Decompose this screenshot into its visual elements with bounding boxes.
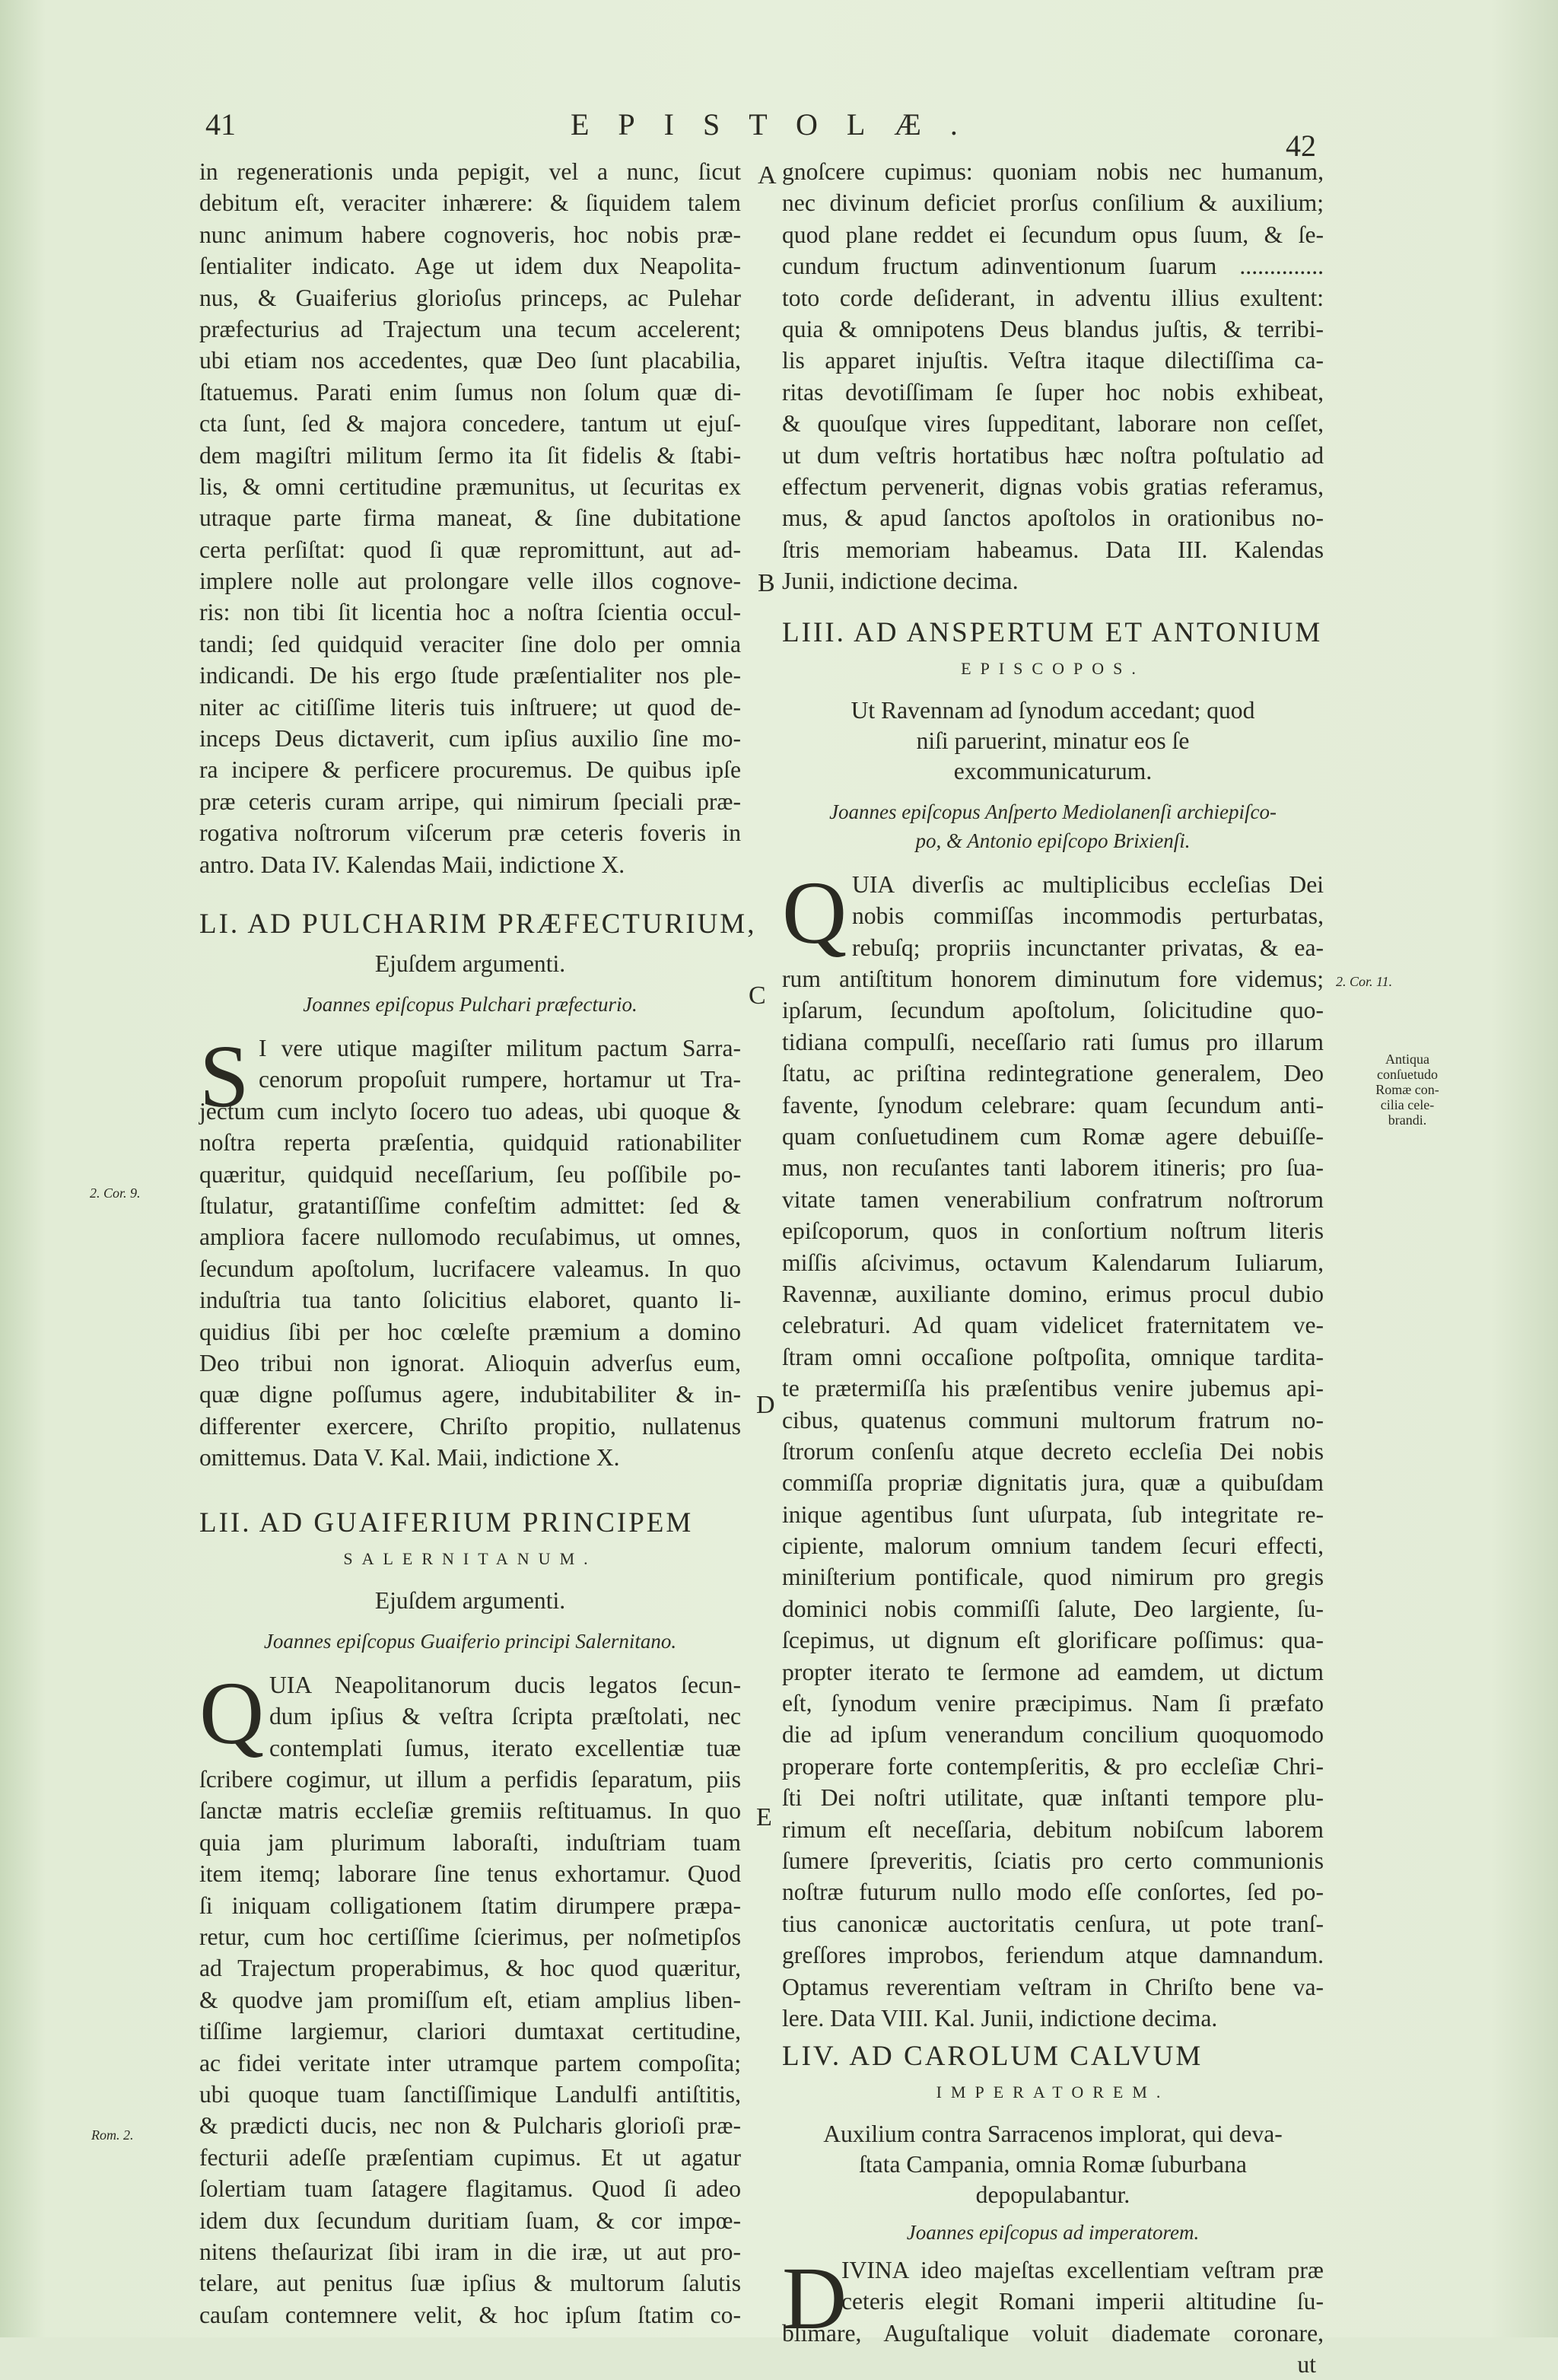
text-line: ſi iniquam colligationem ſtatim dirumpere præpa- xyxy=(199,1892,741,1919)
letter-53-salutation: Joannes epiſcopus Anſperto Mediolanenſi archiepiſco- po, & Antonio epiſcopo Brixienſi. xyxy=(829,800,1277,852)
text-line: ſcepimus, ut dignum eſt glorificare poſſimus: qua- xyxy=(782,1627,1324,1654)
text-line: Optamus reverentiam veſtram in Chriſto bene va- xyxy=(782,1973,1324,2000)
text-line: blimare, Auguſtalique voluit diademate coronare, xyxy=(782,2319,1324,2347)
text-line: nobis commiſſas incommodis perturbatas, xyxy=(852,902,1324,930)
text-line: ac fidei veritate inter utramque partem compoſita; xyxy=(199,2049,741,2076)
dropcap-q: Q xyxy=(199,1662,265,1763)
dropcap-s: S xyxy=(199,1026,250,1126)
text-line: IVINA ideo majeſtas excellentiam veſtram præ xyxy=(841,2256,1324,2283)
text-line: te prætermiſſa his præſentibus venire jubemus api- xyxy=(782,1375,1324,1402)
text-line: Deo tribui non ignorat. Alioquin adverſus eum, xyxy=(199,1349,741,1376)
letter-53-heading: LIII. AD ANSPERTUM ET ANTONIUM xyxy=(782,617,1323,649)
text-line: tandi; ſed quidquid veraciter ſine dolo per omnia xyxy=(199,630,741,657)
text-line: ſecundum apoſtolum, lucrifacere valeamus. In quo xyxy=(199,1255,741,1282)
text-line: ra incipere & perficere procuremus. De quibus ipſe xyxy=(199,756,741,784)
text-line: inceps Deus dictaverit, cum ipſius auxilio ſine mo- xyxy=(199,725,741,752)
text-line: I vere utique magiſter militum pactum Sarra- xyxy=(259,1034,741,1061)
text-line: celebraturi. Ad quam videlicet fraternitatem ve- xyxy=(782,1312,1324,1339)
running-title: EPISTOLÆ. xyxy=(571,107,987,142)
text-line: item itemq; laborare ſine tenus exhortamur. Quod xyxy=(199,1860,741,1888)
text-line: implere nolle aut prolongare velle illos cognove- xyxy=(199,568,741,595)
letter-53-body xyxy=(782,862,1324,2034)
text-line: certa perſiſtat: quod ſi quæ repromittunt, aut ad- xyxy=(199,536,741,563)
text-line: ſtram omni occaſione poſtpoſita, omnique tardita- xyxy=(782,1343,1324,1370)
text-line: ſtatuemus. Parati enim ſumus non ſolum quæ di- xyxy=(199,378,741,406)
left-column xyxy=(199,156,757,2331)
letter-54-salutation: Joannes epiſcopus ad imperatorem. xyxy=(906,2220,1200,2244)
text-line: dem magiſtri militum ſermo ita ſit fidelis & ſtabi- xyxy=(199,441,741,469)
text-line: rebuſq; propriis incunctanter privatas, & ea- xyxy=(852,934,1324,961)
text-line: mus, non recuſantes tanti laborem itineris; pro ſua- xyxy=(782,1154,1324,1182)
text-line: nus, & Guaiferius glorioſus princeps, ac Pulehar xyxy=(199,284,741,311)
text-line: idem dux ſecundum duritiam ſuam, & cor impœ- xyxy=(199,2207,741,2234)
letter-51-salutation: Joannes epiſcopus Pulchari præfecturio. xyxy=(303,992,638,1016)
text-line: lis, & omni certitudine præmunitus, ut ſecuritas ex xyxy=(199,473,741,500)
text-line: niter ac citiſſime literis tuis inſtruere; ut quod de- xyxy=(199,693,741,721)
text-line: quia jam plurimum laboraſti, induſtriam tuam xyxy=(199,1828,741,1856)
text-line: dominici nobis commiſſi ſalute, Deo largiente, ſu- xyxy=(782,1595,1324,1622)
text-line: rum antiſtitum honorem diminutum fore videmus; xyxy=(782,966,1324,993)
text-line: Junii, indictione decima. xyxy=(782,568,1019,595)
text-line: rogativa noſtrorum viſcerum præ ceteris foveris in xyxy=(199,819,741,847)
text-line: ris: non tibi ſit licentia hoc a noſtra ſcientia occul- xyxy=(199,599,741,626)
text-line: miniſterium pontificale, quod nimirum pro gregis xyxy=(782,1564,1324,1591)
text-line: præ ceteris curam arripe, qui nimirum ſpeciali præ- xyxy=(199,788,741,815)
text-line: toto corde deſiderant, in adventu illius exultent: xyxy=(782,284,1324,311)
text-line: & quouſque vires ſuppeditant, laborare non ceſſet, xyxy=(782,410,1324,438)
text-line: cibus, quatenus communi multorum fratrum no- xyxy=(782,1406,1324,1433)
right-column xyxy=(782,156,1324,2376)
margin-side-note: Antiqua conſuetudo Romæ con- cilia cele- brandi. xyxy=(1375,1052,1439,1128)
text-line: UIA diverſis ac multiplicibus eccleſias Dei xyxy=(852,870,1324,898)
left-intro-text xyxy=(199,156,741,880)
letter-52-heading: LII. AD GUAIFERIUM PRINCIPEM xyxy=(199,1507,694,1539)
section-letter-a: A xyxy=(758,161,777,189)
text-line: noſtræ futurum nullo modo eſſe conſortes, ſed po- xyxy=(782,1879,1324,1906)
page-number-left: 41 xyxy=(205,107,236,142)
text-line: vitate tamen venerabilium confratrum noſtrorum xyxy=(782,1185,1324,1213)
text-line: ipſarum, ſecundum apoſtolum, ſolicitudine quo- xyxy=(782,997,1324,1024)
letter-52-argument: Ejuſdem argumenti. xyxy=(374,1586,566,1614)
text-line: in regenerationis unda pepigit, vel a nunc, ſicut xyxy=(199,158,741,185)
letter-51-body xyxy=(199,1026,741,1473)
text-line: cenorum propoſuit rumpere, hortamur ut Tra- xyxy=(259,1066,741,1093)
text-line: quæ digne poſſumus agere, indubitabiliter & in- xyxy=(199,1381,741,1408)
text-line: epiſcoporum, quos in conſortium noſtrum literis xyxy=(782,1217,1324,1245)
text-line: ſtrorum conſenſu atque decreto eccleſia Dei nobis xyxy=(782,1437,1324,1465)
text-line: noſtra reperta præſentia, quidquid rationabiliter xyxy=(199,1129,741,1157)
dropcap-d: D xyxy=(782,2248,847,2348)
text-line: quidius ſibi per hoc cœleſte præmium a domino xyxy=(199,1318,741,1345)
text-line: propter iterato te ſermone ad eamdem, ut dictum xyxy=(782,1658,1324,1685)
text-line: & prædicti ducis, nec non & Pulcharis glorioſi præ- xyxy=(199,2112,741,2140)
text-line: favente, ſynodum celebrare: quam ſecundum anti- xyxy=(782,1091,1324,1118)
text-line: rimum eſt neceſſaria, debitum nobiſcum laborem xyxy=(782,1815,1324,1843)
margin-note-2cor9: 2. Cor. 9. xyxy=(90,1185,141,1201)
text-line: nec divinum deficiet prorſus conſilium & auxilium; xyxy=(782,189,1324,217)
page-number-right: 42 xyxy=(1286,129,1316,163)
text-line: quod plane reddet ei ſecundum opus ſuum, & ſe- xyxy=(782,221,1324,248)
section-letter-d: D xyxy=(756,1391,775,1419)
page-header xyxy=(205,107,1316,163)
text-line: ceteris elegit Romani imperii altitudine ſu- xyxy=(841,2288,1324,2315)
text-line: ſtris memoriam habeamus. Data III. Kalendas xyxy=(782,536,1324,563)
text-line: ſti Dei noſtri utilitate, quæ inſtanti tempore plu- xyxy=(782,1784,1324,1812)
text-line: antro. Data IV. Kalendas Maii, indictione X. xyxy=(199,851,625,878)
section-letter-b: B xyxy=(758,569,775,597)
text-line: quam conſuetudinem cum Romæ agere debuiſſe- xyxy=(782,1123,1324,1150)
text-line: nitens theſaurizat ſibi iram in die iræ, ut aut pro- xyxy=(199,2238,741,2265)
text-line: omittemus. Data V. Kal. Maii, indictione X. xyxy=(199,1444,620,1472)
text-line: & quodve jam promiſſum eſt, etiam amplius liben- xyxy=(199,1986,741,2013)
text-line: ſtatu, ac priſtina redintegratione generalem, Deo xyxy=(782,1060,1324,1087)
text-line: ſolertiam tuam ſatagere flagitamus. Quod ſi adeo xyxy=(199,2175,741,2203)
text-line: ſcribere cogimur, ut illum a perfidis ſeparatum, piis xyxy=(199,1766,741,1793)
text-line: præfecturius ad Trajectum una tecum accelerent; xyxy=(199,315,741,342)
text-line: eſt, ſynodum venire præcipimus. Nam ſi præfato xyxy=(782,1690,1324,1717)
text-line: effectum pervenerit, dignas vobis gratias referamus, xyxy=(782,473,1324,500)
text-line: commiſſa propriæ dignitatis jura, quæ a quibuſdam xyxy=(782,1469,1324,1497)
text-line: tidiana compulſi, neceſſario rati ſumus pro illarum xyxy=(782,1028,1324,1055)
text-line: ſtulatur, gratantiſſime confeſtim admittet: ſed & xyxy=(199,1192,741,1219)
letter-51-argument: Ejuſdem argumenti. xyxy=(374,950,566,977)
text-line: Ravennæ, auxiliante domino, erimus procul dubio xyxy=(782,1280,1324,1307)
text-line: ubi etiam nos accedentes, quæ Deo ſunt placabilia, xyxy=(199,347,741,374)
letter-52-body xyxy=(199,1662,741,2331)
letter-54-heading: LIV. AD CAROLUM CALVUM xyxy=(782,2041,1203,2073)
text-line: ubi quoque tuam ſanctiſſimique Landulfi antiſtitis, xyxy=(199,2080,741,2108)
text-line: cundum fructum adinventionum ſuarum .............. xyxy=(782,253,1324,280)
text-line: indicandi. De his ergo ſtude præſentialiter nos ple- xyxy=(199,662,741,689)
letter-51-heading: LI. AD PULCHARIM PRÆFECTURIUM, xyxy=(199,908,757,940)
text-line: ut dum veſtris hortatibus hæc noſtra poſtulatio ad xyxy=(782,441,1324,469)
text-line: ſentialiter indicato. Age ut idem dux Neapolita- xyxy=(199,253,741,280)
text-line: ritas devotiſſimam ſe ſuper hoc nobis exhibeat, xyxy=(782,378,1324,406)
text-line: induſtria tua tanto ſolicitius elaboret, quanto li- xyxy=(199,1287,741,1314)
text-line: cauſam contemnere velit, & hoc ipſum ſtatim co- xyxy=(199,2301,741,2328)
text-line: telare, aut penitus ſuæ ipſius & multorum ſalutis xyxy=(199,2270,741,2297)
text-line: ad Trajectum properabimus, & hoc quod quæritur, xyxy=(199,1955,741,1982)
text-line: die ad ipſum venerandum concilium quoquomodo xyxy=(782,1721,1324,1748)
text-line: ampliora facere nullomodo recuſabimus, ut omnes, xyxy=(199,1223,741,1251)
text-line: inique agentibus ſunt uſurpata, ſub integritate re- xyxy=(782,1500,1324,1528)
text-line: jectum cum inclyto ſocero tuo adeas, ubi quoque & xyxy=(199,1097,741,1125)
text-line: nunc animum habere cognoveris, hoc nobis præ- xyxy=(199,221,741,248)
dropcap-q-right: Q xyxy=(782,862,847,963)
text-line: debitum eſt, veraciter inhærere: & ſiquidem talem xyxy=(199,189,741,217)
letter-54-body xyxy=(782,2248,1324,2378)
text-line: utraque parte firma maneat, & ſine dubitatione xyxy=(199,504,741,532)
text-line: quia & omnipotens Deus blandus juſtis, & terribi- xyxy=(782,315,1324,342)
text-line: ſanctæ matris eccleſiæ gremiis reſtituamus. In quo xyxy=(199,1797,741,1825)
text-line: cipiente, malorum omnium tandem ſecuri effecti, xyxy=(782,1532,1324,1560)
letter-53-subheading: EPISCOPOS. xyxy=(961,659,1145,679)
text-line: UIA Neapolitanorum ducis legatos ſecun- xyxy=(269,1671,741,1698)
letter-52-subheading: SALERNITANUM. xyxy=(343,1549,597,1569)
text-line: lere. Data VIII. Kal. Junii, indictione decima. xyxy=(782,2004,1218,2032)
text-line: lis apparet injuſtis. Veſtra itaque dilectiſſima ca- xyxy=(782,347,1324,374)
letter-53-argument: Ut Ravennam ad ſynodum accedant; quod niſi paruerint, minatur eos ſe excommunicaturum. xyxy=(851,696,1255,784)
text-line: quæritur, quidquid neceſſarium, ſeu poſſibile po- xyxy=(199,1160,741,1188)
text-line: tiſſime largiemur, clariori dumtaxat certitudine, xyxy=(199,2018,741,2045)
catchword: ut xyxy=(1297,2350,1316,2378)
text-line: properare forte contempſeritis, & pro eccleſiæ Chri- xyxy=(782,1752,1324,1780)
letter-54-subheading: IMPERATOREM. xyxy=(936,2082,1170,2102)
text-line: dum ipſius & veſtra ſcripta præſtolati, nec xyxy=(269,1703,741,1730)
letter-52-salutation: Joannes epiſcopus Guaiferio principi Salernitano. xyxy=(263,1629,677,1653)
text-line: mus, & apud ſanctos apoſtolos in orationibus no- xyxy=(782,504,1324,532)
text-line: cta ſunt, ſed & majora concedere, tantum ut ejuſ- xyxy=(199,410,741,438)
margin-note-rom2: Rom. 2. xyxy=(91,2127,134,2143)
text-line: contemplati ſumus, iterato excellentiæ tuæ xyxy=(269,1734,741,1761)
text-line: fecturii adeſſe præſentiam cupimus. Et ut agatur xyxy=(199,2143,741,2171)
text-line: gnoſcere cupimus: quoniam nobis nec humanum, xyxy=(782,158,1324,185)
text-line: greſſores improbos, feriendum atque damnandum. xyxy=(782,1942,1324,1969)
section-letter-c: C xyxy=(749,982,766,1010)
section-letter-e: E xyxy=(756,1803,772,1831)
text-line: ſumere ſpreveritis, ſciatis pro certo communionis xyxy=(782,1847,1324,1874)
text-line: miſſis aſcivimus, octavum Kalendarum Iuliarum, xyxy=(782,1249,1324,1276)
right-intro-text xyxy=(782,156,1324,597)
letter-54-argument: Auxilium contra Sarracenos implorat, qui deva- ſtata Campania, omnia Romæ ſuburbana depopulabantur. xyxy=(823,2120,1283,2208)
text-line: differenter exercere, Chriſto propitio, nullatenus xyxy=(199,1412,741,1440)
margin-note-2cor11: 2. Cor. 11. xyxy=(1336,974,1393,989)
text-line: tius canonicæ auctoritatis cenſura, ut pote tranſ- xyxy=(782,1910,1324,1937)
text-line: retur, cum hoc certiſſime ſcierimus, per noſmetipſos xyxy=(199,1923,741,1950)
